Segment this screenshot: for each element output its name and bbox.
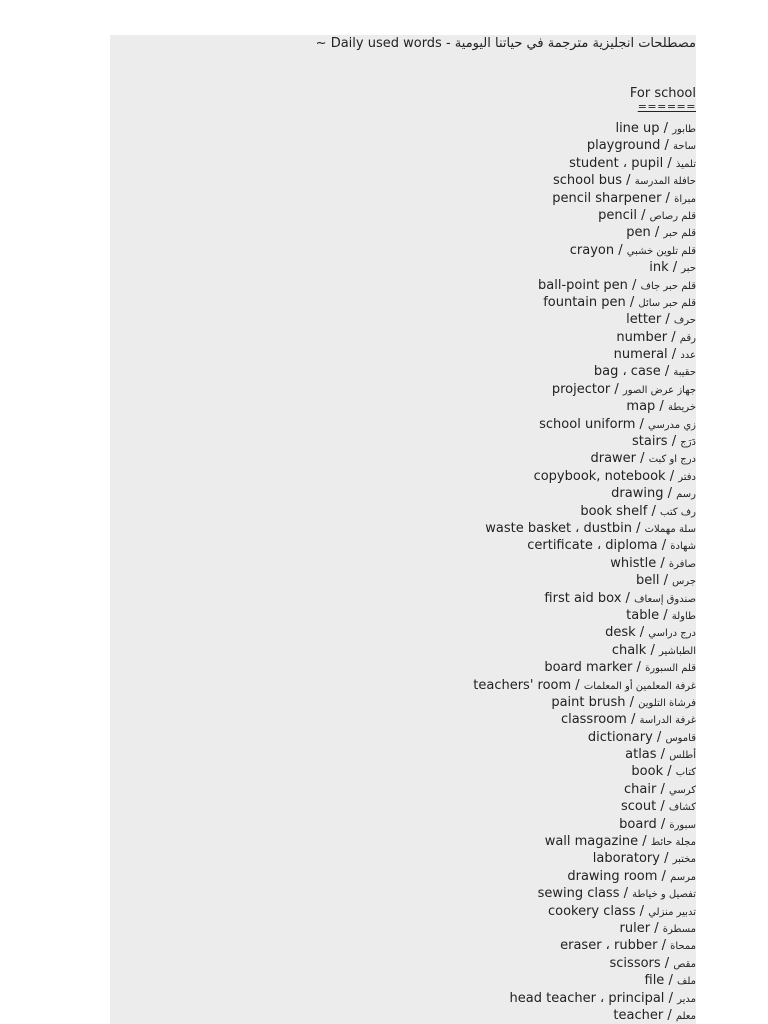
vocabulary-entry: [473, 275, 696, 292]
vocabulary-entry: [473, 744, 696, 761]
arabic-translation: دفتر: [678, 471, 696, 483]
vocabulary-entry: [473, 379, 696, 396]
english-term: first aid box: [544, 590, 622, 606]
term-separator: /: [659, 851, 673, 867]
arabic-translation: خريطة: [667, 402, 696, 414]
english-term: map: [626, 399, 656, 415]
term-separator: /: [665, 468, 679, 484]
arabic-translation: مقص: [673, 958, 696, 970]
arabic-translation: مسطرة: [662, 923, 696, 935]
arabic-translation: غرفة الدراسة: [639, 715, 696, 727]
vocabulary-entry: [473, 988, 696, 1005]
arabic-translation: قلم السبورة: [645, 663, 696, 675]
vocabulary-entry: [473, 292, 696, 309]
english-term: ink: [649, 260, 669, 276]
term-separator: /: [657, 538, 671, 554]
vocabulary-entry: [473, 970, 696, 987]
english-term: bag ، case: [593, 364, 661, 380]
arabic-translation: قلم حبر سائل: [638, 297, 696, 309]
term-separator: /: [636, 207, 650, 223]
arabic-translation: درج او كبت: [648, 454, 696, 466]
vocabulary-entry: [473, 483, 696, 500]
section-divider: ======: [637, 100, 696, 113]
english-term: eraser ، rubber: [560, 938, 658, 954]
vocabulary-entry: [473, 640, 696, 657]
term-separator: /: [652, 729, 666, 745]
english-term: waste basket ، dustbin: [485, 520, 632, 536]
arabic-translation: ممحاة: [670, 941, 696, 953]
vocabulary-entry: [473, 205, 696, 222]
arabic-translation: صندوق إسعاف: [634, 593, 696, 605]
arabic-translation: طابور: [672, 124, 696, 135]
term-separator: /: [656, 799, 669, 815]
term-separator: /: [664, 973, 677, 989]
arabic-translation: مختبر: [672, 854, 696, 866]
vocabulary-entry: [473, 935, 696, 952]
vocabulary-entry: [473, 814, 696, 831]
term-separator: /: [627, 277, 641, 293]
vocabulary-entry: [473, 727, 696, 744]
vocabulary-entry: [473, 466, 696, 483]
english-term: ruler: [619, 920, 651, 936]
term-separator: /: [614, 242, 627, 258]
term-separator: /: [635, 625, 649, 641]
arabic-translation: فرشاة التلوين: [638, 697, 696, 709]
vocabulary-entry: [473, 153, 696, 170]
vocabulary-entry: [473, 796, 696, 813]
vocabulary-entry: [473, 1005, 696, 1022]
vocabulary-entry: [473, 535, 696, 552]
arabic-translation: غرفة المعلمين أو المعلمات: [583, 680, 696, 692]
vocabulary-entry: [473, 361, 696, 378]
term-separator: /: [663, 764, 676, 780]
english-term: chalk: [611, 642, 647, 658]
arabic-translation: قلم حبر: [663, 228, 696, 240]
arabic-translation: تفصيل و خياطة: [632, 889, 696, 901]
english-term: atlas: [625, 747, 657, 763]
vocabulary-entry: [473, 188, 696, 205]
english-term: bell: [635, 573, 660, 589]
english-term: drawer: [590, 451, 637, 467]
term-separator: /: [663, 155, 676, 171]
vocabulary-entry: [473, 553, 696, 570]
term-separator: /: [621, 590, 635, 606]
vocabulary-entry: [473, 414, 696, 431]
term-separator: /: [625, 694, 639, 710]
english-term: file: [644, 973, 665, 989]
arabic-translation: تلميذ: [675, 158, 696, 170]
arabic-translation: درج دراسي: [648, 628, 696, 640]
arabic-translation: قلم تلوين خشبي: [626, 245, 696, 257]
arabic-translation: الطباشير: [658, 645, 696, 657]
arabic-translation: طاولة: [671, 610, 696, 622]
arabic-translation: دَرَج: [680, 437, 696, 449]
english-term: classroom: [560, 712, 627, 728]
vocabulary-entry: [473, 761, 696, 778]
arabic-translation: قاموس: [665, 732, 696, 744]
document-page: [110, 35, 696, 1024]
arabic-translation: تدبير منزلي: [648, 906, 696, 918]
section-heading: For school: [629, 86, 696, 101]
term-separator: /: [647, 503, 661, 519]
term-separator: /: [571, 677, 584, 693]
term-separator: /: [610, 381, 623, 397]
arabic-translation: حافلة المدرسة: [634, 176, 696, 188]
arabic-translation: رسم: [676, 489, 696, 501]
term-separator: /: [638, 834, 651, 850]
vocabulary-entry: [473, 240, 696, 257]
english-term: wall magazine: [544, 834, 639, 850]
term-separator: /: [619, 886, 633, 902]
english-term: pencil: [598, 207, 637, 223]
english-term: sewing class: [537, 886, 620, 902]
vocabulary-entry: [473, 448, 696, 465]
arabic-translation: حرف: [673, 315, 696, 327]
arabic-translation: سبورة: [669, 819, 696, 831]
english-term: pen: [626, 225, 651, 241]
arabic-translation: مبراة: [674, 193, 696, 205]
vocabulary-entry: [473, 396, 696, 413]
term-separator: /: [660, 138, 674, 154]
vocabulary-entry: [473, 327, 696, 344]
term-separator: /: [656, 747, 670, 763]
vocabulary-entry: [473, 622, 696, 639]
vocabulary-entry: [473, 709, 696, 726]
term-separator: /: [650, 225, 664, 241]
arabic-translation: مدير: [677, 993, 696, 1005]
vocabulary-entry: [473, 901, 696, 918]
vocabulary-entry: [473, 953, 696, 970]
english-term: board: [619, 816, 657, 832]
document-title: مصطلحات انجليزية مترجمة في حياتنا اليومية - Daily used words ~: [315, 36, 696, 51]
term-separator: /: [661, 190, 675, 206]
vocabulary-entry: [473, 431, 696, 448]
term-separator: /: [635, 416, 649, 432]
vocabulary-entry: [473, 501, 696, 518]
english-term: whistle: [610, 555, 657, 571]
arabic-translation: ساحة: [673, 141, 696, 153]
english-term: book shelf: [580, 503, 648, 519]
term-separator: /: [622, 173, 635, 189]
term-separator: /: [646, 642, 659, 658]
vocabulary-entry: [473, 779, 696, 796]
vocabulary-entry: [473, 918, 696, 935]
arabic-translation: كتاب: [675, 767, 696, 779]
english-term: pencil sharpener: [552, 190, 662, 206]
term-separator: /: [667, 434, 681, 450]
arabic-translation: معلم: [675, 1010, 696, 1022]
vocabulary-entry: [473, 518, 696, 535]
vocabulary-entry: [473, 170, 696, 187]
english-term: paint brush: [551, 694, 626, 710]
english-term: cookery class: [547, 903, 636, 919]
vocabulary-entry: [473, 605, 696, 622]
english-term: stairs: [632, 434, 668, 450]
english-term: playground: [586, 138, 661, 154]
english-term: desk: [605, 625, 636, 641]
arabic-translation: صافرة: [668, 558, 696, 570]
term-separator: /: [636, 451, 649, 467]
english-term: certificate ، diploma: [527, 538, 658, 554]
term-separator: /: [667, 347, 681, 363]
arabic-translation: ملف: [676, 976, 696, 988]
term-separator: /: [626, 712, 640, 728]
english-term: scout: [621, 799, 657, 815]
vocabulary-entry: [473, 118, 696, 135]
english-term: table: [626, 607, 660, 623]
english-term: copybook, notebook: [533, 468, 666, 484]
arabic-translation: حبر: [681, 263, 696, 275]
arabic-translation: قلم رصاص: [649, 210, 696, 222]
english-term: school bus: [552, 173, 623, 189]
term-separator: /: [660, 364, 674, 380]
english-term: number: [616, 329, 668, 345]
arabic-translation: قلم حبر جاف: [640, 280, 696, 292]
arabic-translation: جرس: [672, 576, 696, 588]
english-term: teachers' room: [473, 677, 572, 693]
vocabulary-entry: [473, 257, 696, 274]
term-separator: /: [655, 399, 668, 415]
arabic-translation: زي مدرسي: [648, 419, 696, 431]
term-separator: /: [661, 312, 674, 328]
vocabulary-entry: [473, 866, 696, 883]
term-separator: /: [663, 486, 677, 502]
vocabulary-entry: [473, 883, 696, 900]
english-term: chair: [624, 781, 657, 797]
arabic-translation: جهاز عرض الصور: [622, 384, 696, 396]
term-separator: /: [656, 555, 669, 571]
arabic-translation: سلة مهملات: [644, 523, 696, 535]
term-separator: /: [659, 607, 672, 623]
term-separator: /: [656, 816, 670, 832]
term-separator: /: [668, 260, 682, 276]
english-term: drawing room: [567, 868, 658, 884]
vocabulary-entry: [473, 309, 696, 326]
english-term: drawing: [611, 486, 664, 502]
english-term: book: [631, 764, 664, 780]
english-term: student ، pupil: [569, 155, 664, 171]
arabic-translation: حقيبة: [673, 367, 696, 379]
english-term: line up: [615, 121, 660, 136]
term-separator: /: [657, 868, 671, 884]
term-separator: /: [631, 520, 645, 536]
arabic-translation: عدد: [680, 350, 696, 362]
english-term: laboratory: [592, 851, 660, 867]
arabic-translation: شهادة: [670, 541, 696, 553]
term-separator: /: [625, 294, 639, 310]
english-term: numeral: [613, 347, 668, 363]
english-term: school uniform: [539, 416, 636, 432]
arabic-translation: رقم: [679, 332, 696, 344]
vocabulary-list: [473, 118, 696, 1022]
vocabulary-entry: [473, 675, 696, 692]
english-term: teacher: [613, 1007, 664, 1023]
term-separator: /: [657, 938, 671, 954]
term-separator: /: [663, 1007, 676, 1023]
vocabulary-entry: [473, 588, 696, 605]
arabic-translation: مجلة حائط: [650, 837, 696, 849]
term-separator: /: [659, 121, 673, 136]
vocabulary-entry: [473, 692, 696, 709]
term-separator: /: [667, 329, 680, 345]
vocabulary-entry: [473, 848, 696, 865]
arabic-translation: رف كتب: [660, 506, 696, 518]
term-separator: /: [632, 660, 646, 676]
term-separator: /: [660, 955, 674, 971]
vocabulary-entry: [473, 570, 696, 587]
arabic-translation: أطلس: [669, 750, 696, 762]
arabic-translation: كرسي: [669, 784, 696, 796]
english-term: crayon: [569, 242, 615, 258]
vocabulary-entry: [473, 657, 696, 674]
english-term: letter: [626, 312, 662, 328]
term-separator: /: [659, 573, 673, 589]
term-separator: /: [656, 781, 669, 797]
term-separator: /: [635, 903, 649, 919]
english-term: dictionary: [587, 729, 653, 745]
term-separator: /: [664, 990, 678, 1006]
english-term: projector: [551, 381, 611, 397]
vocabulary-entry: [473, 831, 696, 848]
vocabulary-entry: [473, 222, 696, 239]
vocabulary-entry: [473, 135, 696, 152]
english-term: scissors: [609, 955, 661, 971]
vocabulary-entry: [473, 344, 696, 361]
term-separator: /: [650, 920, 663, 936]
english-term: head teacher ، principal: [509, 990, 665, 1006]
english-term: ball-point pen: [538, 277, 628, 293]
arabic-translation: كشاف: [668, 802, 696, 814]
arabic-translation: مرسم: [670, 871, 696, 883]
english-term: fountain pen: [543, 294, 626, 310]
english-term: board marker: [544, 660, 633, 676]
